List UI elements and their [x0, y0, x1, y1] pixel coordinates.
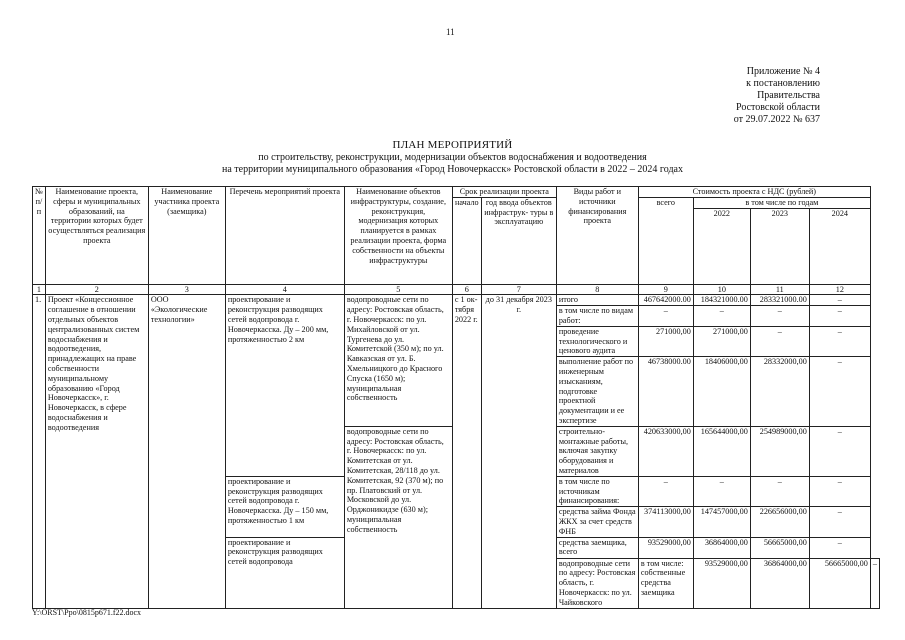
financing-2023: 254989000,00	[750, 426, 809, 476]
column-number: 6	[452, 284, 481, 295]
financing-label: в том числе по видам работ:	[556, 306, 638, 327]
file-path-footer: Y:\ORST\Ppo\0815p671.f22.docx	[32, 608, 142, 617]
financing-total: –	[638, 476, 693, 506]
financing-2022: 36864000,00	[750, 558, 809, 608]
object-3: водопроводные сети по адресу: Ростовская область, г. Новочеркасск: по ул. Чайковского	[556, 558, 638, 608]
financing-2024: –	[809, 507, 870, 537]
document-title: ПЛАН МЕРОПРИЯТИЙ	[392, 139, 513, 151]
financing-total: 420633000,00	[638, 426, 693, 476]
header-start: начало	[452, 197, 481, 284]
page-number: 11	[446, 27, 455, 37]
header-objects: Наименование объектов инфраструктуры, создание, реконструкция, модернизация которых планируется в рамках реализации проекта, форма собственности на объекты инфраструктуры	[344, 187, 452, 285]
financing-2023: 56665000,00	[809, 558, 870, 608]
financing-2024: –	[809, 306, 870, 327]
column-number: 2	[45, 284, 148, 295]
object-1: водопроводные сети по адресу: Ростовская область, г. Новочеркасск: по ул. Михайловской от ул. Тургенева до ул. Комитетской (350 м); по ул. Кавказская от ул. Б. Хмельницкого до Красного Спуска (1650 м); муниципальная собственность	[344, 295, 452, 426]
financing-2024: –	[809, 426, 870, 476]
financing-2022: 18406000,00	[693, 357, 750, 427]
header-total: всего	[638, 197, 693, 284]
header-2023: 2023	[750, 208, 809, 284]
financing-2023: 226656000,00	[750, 507, 809, 537]
header-by-years: в том числе по годам	[693, 197, 870, 208]
financing-2024: –	[809, 537, 870, 558]
appendix-line: Ростовской области	[736, 102, 820, 113]
object-2: водопроводные сети по адресу: Ростовская область, г. Новочеркасск: по ул. Комитетская от ул. Комитетская, 28/118 до ул. Комитетская, 92 (370 м); по пр. Платовский от ул. Московской до ул. Орджоникидзе (630 м); муниципальная собственность	[344, 426, 452, 608]
column-number: 10	[693, 284, 750, 295]
column-number: 4	[225, 284, 344, 295]
financing-2024: –	[809, 326, 870, 356]
plan-table	[32, 186, 880, 609]
measure-1: проектирование и реконструкция разводящих сетей водопровода г. Новочеркасска. Ду – 200 мм, протяженностью 2 км	[225, 295, 344, 476]
header-participant: Наименование участника проекта (заемщика)	[148, 187, 225, 285]
financing-label: выполнение работ по инженерным изысканиям, подготовке проектной документации и ее экспертизе	[556, 357, 638, 427]
financing-total: 467642000.00	[638, 295, 693, 306]
project-name: Проект «Концессионное соглашение в отношении отдельных объектов централизованных систем водоснабжения и водоотведения, принадлежащих на праве собственности муниципальному образованию «Город Новочеркасск», г. Новочеркасск, в сфере водоснабжения и водоотведения	[45, 295, 148, 608]
financing-total: 374113000,00	[638, 507, 693, 537]
column-number: 9	[638, 284, 693, 295]
financing-2024: –	[809, 295, 870, 306]
financing-2022: 36864000,00	[693, 537, 750, 558]
financing-2023: –	[750, 326, 809, 356]
financing-label: средства заемщика, всего	[556, 537, 638, 558]
financing-2023: –	[750, 306, 809, 327]
row-number: 1.	[33, 295, 46, 608]
measure-3: проектирование и реконструкция разводящих сетей водопровода	[225, 537, 344, 608]
column-number: 11	[750, 284, 809, 295]
financing-2024: –	[809, 357, 870, 427]
financing-label: проведение технологического и ценового аудита	[556, 326, 638, 356]
header-num: № п/п	[33, 187, 46, 285]
financing-2022: 147457000,00	[693, 507, 750, 537]
financing-2024: –	[809, 476, 870, 506]
column-number: 8	[556, 284, 638, 295]
header-commission: год ввода объектов инфраструк- туры в эксплуатацию	[481, 197, 556, 284]
financing-total: 271000,00	[638, 326, 693, 356]
financing-2022: 184321000.00	[693, 295, 750, 306]
financing-2024: –	[870, 558, 879, 608]
project-start: с 1 ок- тября 2022 г.	[452, 295, 481, 608]
document-subtitle: по строительству, реконструкции, модернизации объектов водоснабжения и водоотведения	[258, 152, 647, 163]
financing-label: итого	[556, 295, 638, 306]
financing-2022: 271000,00	[693, 326, 750, 356]
appendix-line: Приложение № 4	[746, 66, 820, 77]
header-period: Срок реализации проекта	[452, 187, 556, 198]
financing-total: 46738000.00	[638, 357, 693, 427]
financing-label: строительно-монтажные работы, включая закупку оборудования и материалов	[556, 426, 638, 476]
project-commission: до 31 декабря 2023 г.	[481, 295, 556, 608]
header-works: Виды работ и источники финансирования проекта	[556, 187, 638, 285]
financing-2022: –	[693, 306, 750, 327]
project-participant: ООО «Экологические технологии»	[148, 295, 225, 608]
appendix-line: к постановлению	[746, 78, 820, 89]
financing-2023: 56665000,00	[750, 537, 809, 558]
financing-total: 93529000,00	[638, 537, 693, 558]
financing-label: в том числе: собственные средства заемщика	[638, 558, 693, 608]
financing-total: 93529000,00	[693, 558, 750, 608]
header-project-name: Наименование проекта, сферы и муниципальных образований, на территории которых будет осуществляться реализация проекта	[45, 187, 148, 285]
financing-2023: 283321000.00	[750, 295, 809, 306]
header-cost: Стоимость проекта с НДС (рублей)	[638, 187, 870, 198]
column-number: 12	[809, 284, 870, 295]
measure-2: проектирование и реконструкция разводящих сетей водопровода г. Новочеркасска. Ду – 150 мм, протяженностью 1 км	[225, 476, 344, 537]
document-subtitle-2: на территории муниципального образования «Город Новочеркасск» Ростовской области в 2022 – 2024 годах	[222, 164, 683, 175]
financing-2022: –	[693, 476, 750, 506]
appendix-line: от 29.07.2022 № 637	[733, 114, 820, 125]
column-number: 5	[344, 284, 452, 295]
financing-2023: –	[750, 476, 809, 506]
header-2022: 2022	[693, 208, 750, 284]
header-measures: Перечень мероприятий проекта	[225, 187, 344, 285]
header-2024: 2024	[809, 208, 870, 284]
column-number: 3	[148, 284, 225, 295]
financing-2022: 165644000,00	[693, 426, 750, 476]
financing-total: –	[638, 306, 693, 327]
financing-label: в том числе по источникам финансирования:	[556, 476, 638, 506]
column-number: 7	[481, 284, 556, 295]
financing-label: средства займа Фонда ЖКХ за счет средств ФНБ	[556, 507, 638, 537]
financing-2023: 28332000,00	[750, 357, 809, 427]
appendix-line: Правительства	[757, 90, 820, 101]
appendix-block	[700, 66, 820, 126]
column-number: 1	[33, 284, 46, 295]
